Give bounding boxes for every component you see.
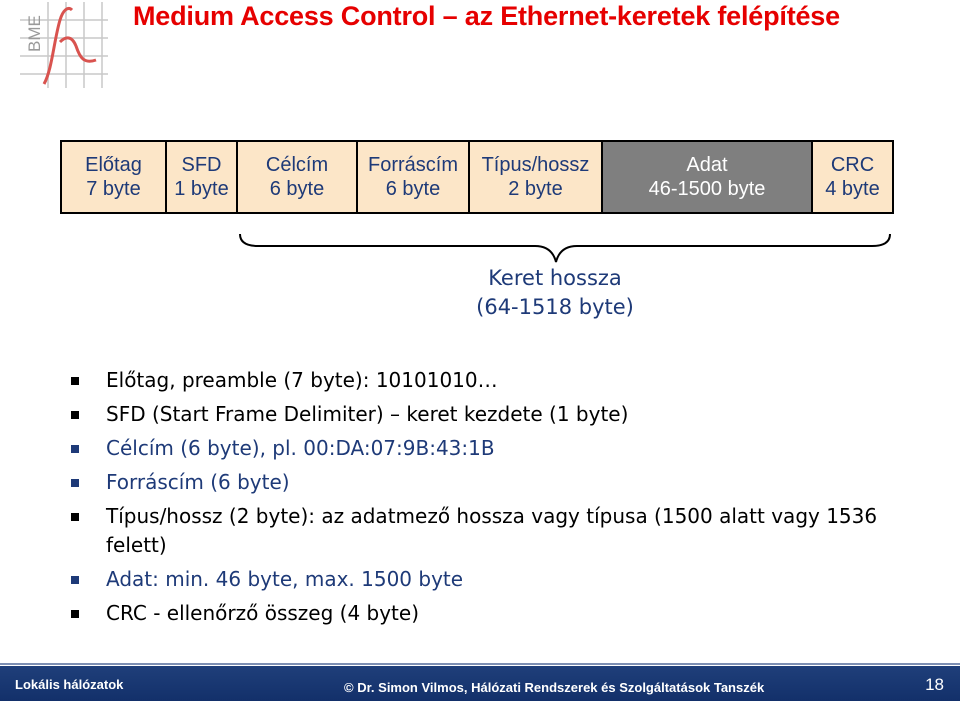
list-item-text: Célcím (6 byte), pl. 00:DA:07:9B:43:1B xyxy=(106,436,495,460)
list-item xyxy=(68,468,938,497)
field-size: 4 byte xyxy=(825,178,880,200)
frame-field-data xyxy=(603,142,813,212)
list-item xyxy=(68,565,938,594)
list-item xyxy=(68,599,938,628)
bullet-square-icon xyxy=(71,479,79,487)
frame-field-type-length xyxy=(470,142,603,212)
field-name: Típus/hossz xyxy=(481,154,590,176)
bullet-square-icon xyxy=(71,445,79,453)
frame-field-source xyxy=(358,142,470,212)
list-item xyxy=(68,434,938,463)
ethernet-frame-diagram xyxy=(60,140,894,214)
field-size: 2 byte xyxy=(508,178,563,200)
field-name: Célcím xyxy=(265,154,329,176)
list-item-text: Előtag, preamble (7 byte): 10101010… xyxy=(106,368,498,392)
bullet-square-icon xyxy=(71,513,79,521)
field-description-list xyxy=(68,366,938,633)
list-item xyxy=(68,366,938,395)
bullet-square-icon xyxy=(71,576,79,584)
footer-copyright: © Dr. Simon Vilmos, Hálózati Rendszerek és Szolgáltatások Tanszék xyxy=(344,680,765,695)
field-size: 46-1500 byte xyxy=(648,178,766,200)
field-name: CRC xyxy=(830,154,875,176)
list-item-text: Típus/hossz (2 byte): az adatmező hossza vagy típusa (1500 alatt vagy 1536 felett) xyxy=(106,504,878,557)
field-size: 1 byte xyxy=(174,178,229,200)
list-item-text: Adat: min. 46 byte, max. 1500 byte xyxy=(106,567,464,591)
footer-course-name: Lokális hálózatok xyxy=(15,677,124,692)
footer-divider xyxy=(0,663,960,665)
frame-field-crc xyxy=(813,142,892,212)
bullet-square-icon xyxy=(71,411,79,419)
field-size: 6 byte xyxy=(385,178,441,200)
list-item-text: CRC - ellenőrző összeg (4 byte) xyxy=(106,601,420,625)
frame-length-brace xyxy=(230,226,900,266)
frame-length-title: Keret hossza xyxy=(488,266,622,290)
frame-length-range: (64-1518 byte) xyxy=(476,295,634,319)
bullet-square-icon xyxy=(71,377,79,385)
frame-length-label xyxy=(410,264,700,322)
logo-text: BME xyxy=(25,15,44,52)
field-size: 7 byte xyxy=(86,178,141,200)
frame-field-preamble xyxy=(62,142,167,212)
list-item xyxy=(68,400,938,429)
page-number: 18 xyxy=(925,675,944,694)
list-item-text: Forráscím (6 byte) xyxy=(106,470,290,494)
frame-field-destination xyxy=(238,142,358,212)
bme-logo xyxy=(0,0,112,92)
field-name: SFD xyxy=(181,154,222,176)
bullet-square-icon xyxy=(71,610,79,618)
list-item-text: SFD (Start Frame Delimiter) – keret kezdete (1 byte) xyxy=(106,402,629,426)
field-name: Forráscím xyxy=(368,154,458,176)
field-name: Adat xyxy=(686,154,728,176)
field-size: 6 byte xyxy=(269,178,325,200)
frame-field-sfd xyxy=(167,142,238,212)
footer-bar xyxy=(0,666,960,701)
page-title: Medium Access Control – az Ethernet-keretek felépítése xyxy=(133,1,840,31)
field-name: Előtag xyxy=(85,154,142,176)
list-item xyxy=(68,502,938,560)
